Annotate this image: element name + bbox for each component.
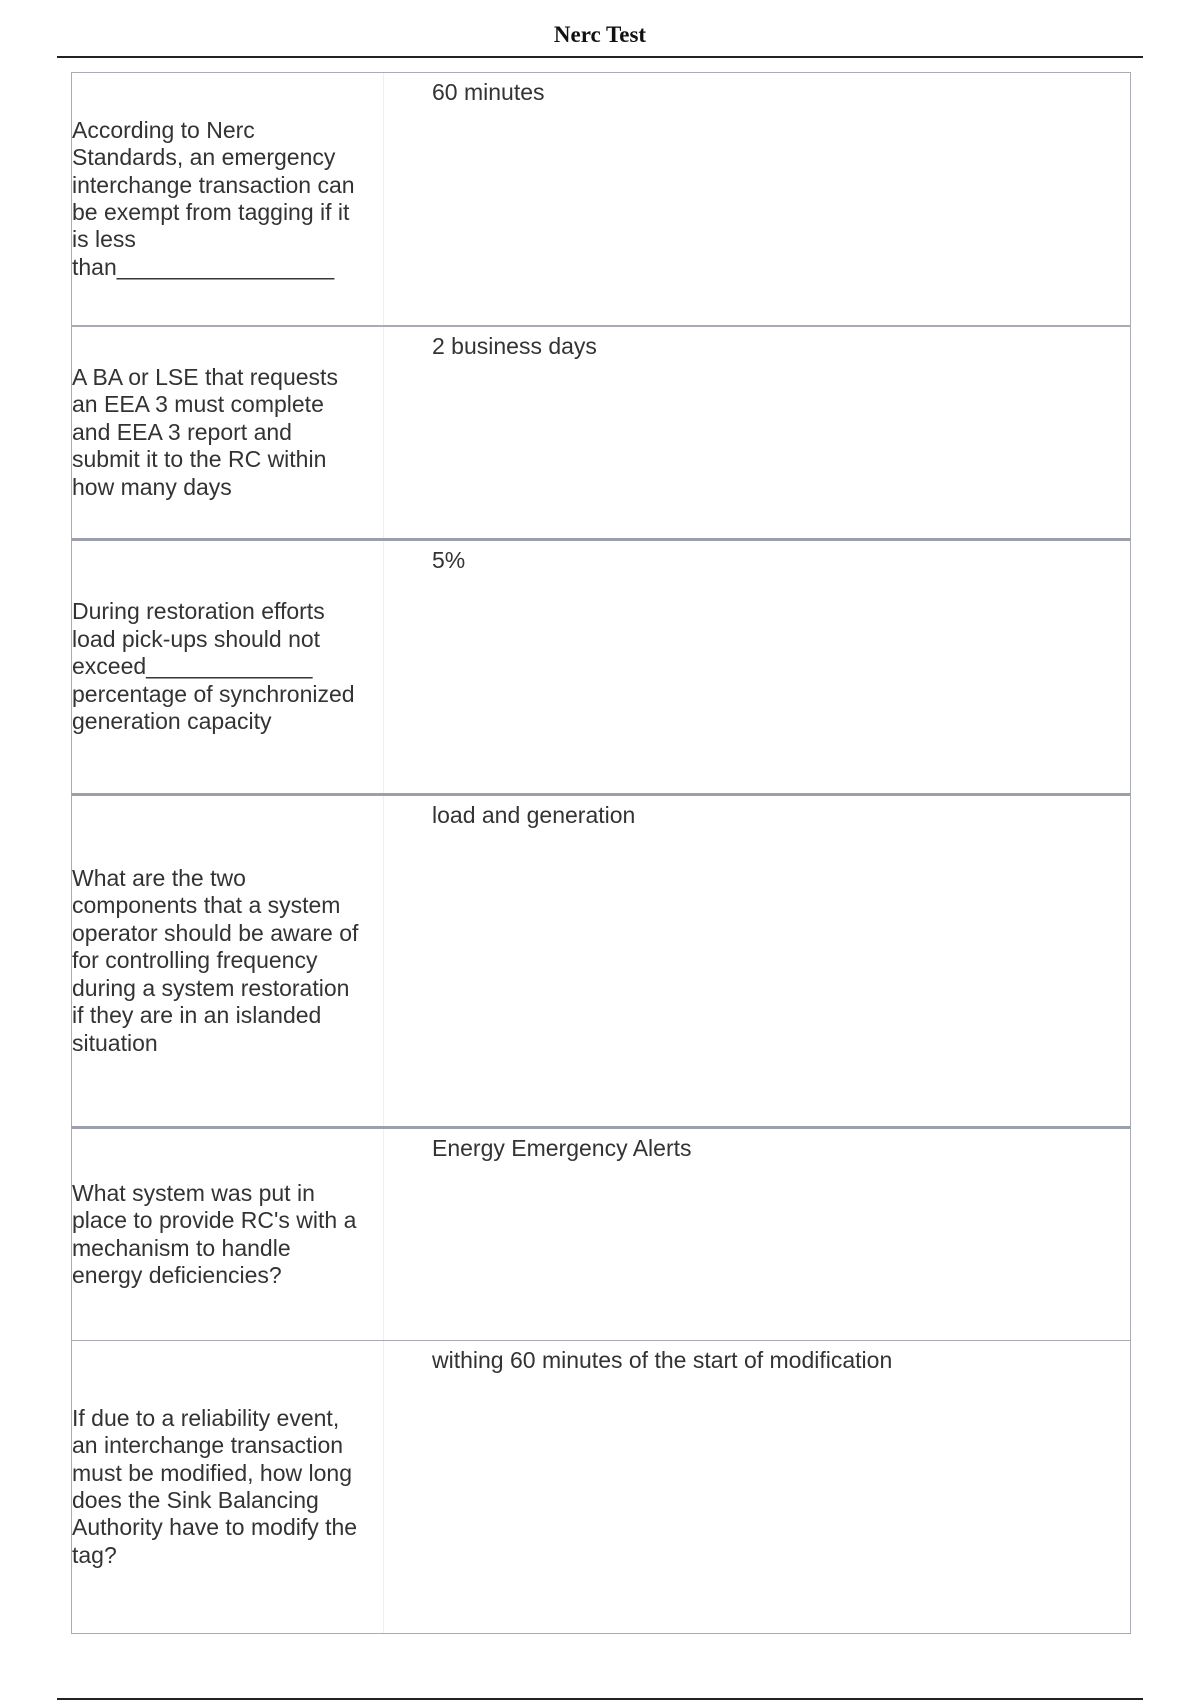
- card-divider: [383, 1341, 384, 1633]
- card-term-text: What system was put in place to provide RC's with a mechanism to handle energy deficiencies?: [72, 1179, 357, 1288]
- card-definition: 2 business days: [432, 333, 597, 359]
- card-term: [72, 327, 364, 538]
- header-rule: [57, 56, 1143, 58]
- card-definition: 5%: [432, 547, 466, 573]
- flashcard: [71, 1340, 1131, 1634]
- card-term-text: What are the two components that a system operator should be aware of for controlling frequency during a system restoration if they are in an islanded situation: [72, 865, 359, 1056]
- card-term: [72, 541, 364, 793]
- card-divider: [383, 796, 384, 1126]
- card-divider: [383, 541, 384, 793]
- card-term: [72, 73, 364, 325]
- flashcard: [71, 72, 1131, 326]
- flashcard: [71, 538, 1131, 794]
- card-definition: load and generation: [432, 802, 636, 828]
- card-term-text: According to Nerc Standards, an emergency interchange transaction can be exempt from tagging if it is less than_________________: [72, 116, 355, 280]
- card-term: [72, 1341, 364, 1633]
- flashcard: [71, 326, 1131, 539]
- card-definition: Energy Emergency Alerts: [432, 1135, 692, 1161]
- card-definition: 60 minutes: [432, 79, 545, 105]
- card-term: [72, 1129, 364, 1340]
- card-term-text: A BA or LSE that requests an EEA 3 must complete and EEA 3 report and submit it to the RC within how many days: [72, 363, 338, 500]
- card-term-text: During restoration efforts load pick-ups should not exceed_____________ percentage of synchronized generation capacity: [72, 598, 355, 735]
- card-term-text: If due to a reliability event, an interchange transaction must be modified, how long does the Sink Balancing Authority have to modify the tag?: [72, 1404, 358, 1568]
- page-title: Nerc Test: [553, 22, 647, 47]
- card-divider: [383, 1129, 384, 1340]
- card-definition: withing 60 minutes of the start of modification: [432, 1347, 893, 1373]
- flashcard: [71, 1126, 1131, 1341]
- card-divider: [383, 73, 384, 325]
- flashcard: [71, 793, 1131, 1127]
- card-divider: [383, 327, 384, 538]
- card-term: [72, 796, 364, 1126]
